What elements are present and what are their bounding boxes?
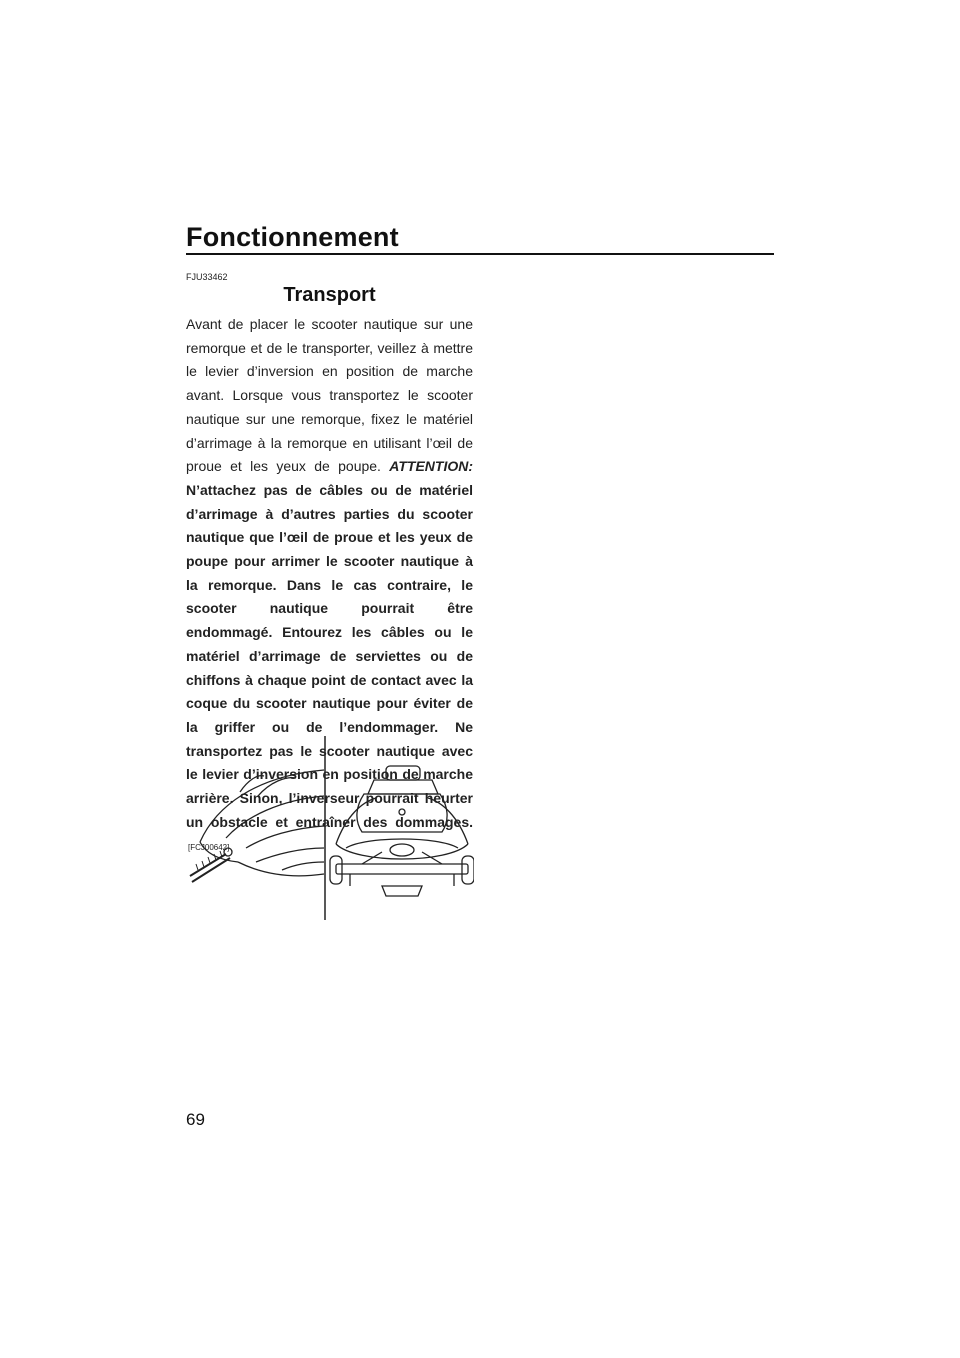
stern-view-illustration [330,766,474,896]
body-intro: Avant de placer le scooter nautique sur une remorque et de le transporter, veillez à mettre le levier d’inversion en position de marche avant. Lorsque vous transportez le scooter nautique sur une remorque, fixez le matériel d’arrimage à la remorque en utilisant l’œil de proue et les yeux de poupe. [186,316,473,475]
header-divider [186,253,774,255]
attention-code: [FCJ00642] [188,843,230,853]
attention-text: N’attachez pas de câbles ou de matériel d’arrimage à d’autres parties du scooter nautique que l’œil de proue et les yeux de poupe pour arrimer le scooter nautique à la remorque. Dans le cas contraire, le scooter nautique pourrait être endommagé. Entourez les câbles ou le matériel d’arrimage de serviettes ou de chiffons à chaque point de contact avec la coque du scooter nautique pour éviter de la griffer ou de l’endommager. Ne transportez pas le scooter nautique avec le levier d’inversion en position de marche arrière. Sinon, l’inverseur pourrait heurter un obstacle et entraîner des dommages. [186,481,473,830]
page-number: 69 [186,1110,205,1129]
transport-illustration [186,736,474,920]
section-title: Transport [283,284,376,306]
attention-label: ATTENTION: [389,458,473,475]
bow-eye-illustration [190,770,324,882]
section-code: FJU33462 [186,272,228,282]
page-header-title: Fonctionnement [186,222,399,252]
